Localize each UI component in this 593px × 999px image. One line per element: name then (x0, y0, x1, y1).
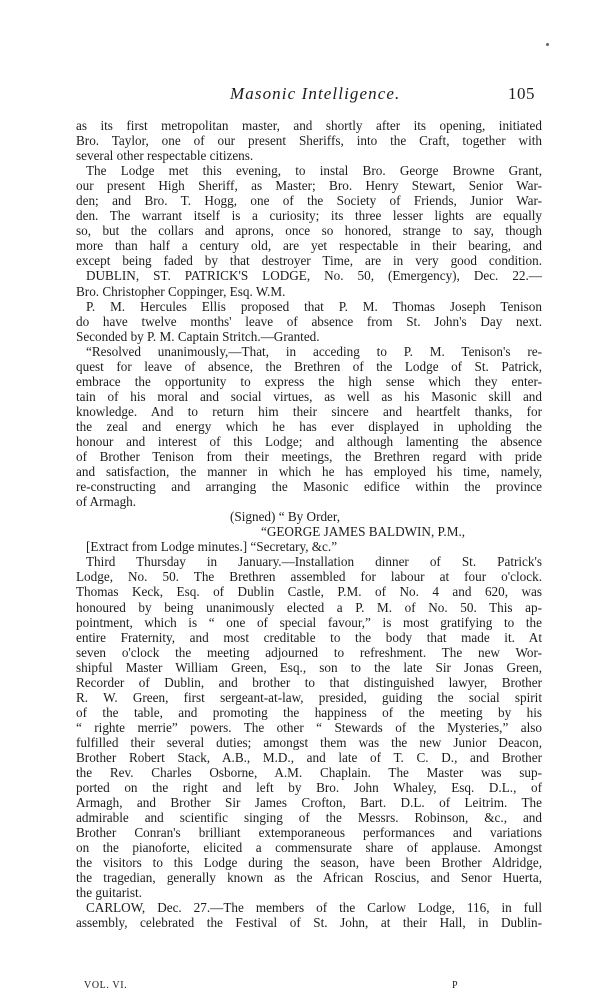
text-line: as its first metropolitan master, and shortly after its opening, initiated (76, 118, 542, 133)
text-line: Third Thursday in January.—Installation dinner of St. Patrick's (86, 554, 542, 570)
text-line: Seconded by P. M. Captain Stritch.—Granted. (76, 328, 320, 344)
text-line: shipful Master William Green, Esq., son to the late Sir Jonas Green, (76, 659, 542, 675)
text-line: Thomas Keck, Esq. of Dublin Castle, P.M. of No. 4 and 620, was (76, 584, 542, 600)
volume-label: VOL. VI. (84, 980, 128, 991)
text-line: P. M. Hercules Ellis proposed that P. M. Thomas Joseph Tenison (86, 298, 542, 314)
text-line: CARLOW, Dec. 27.—The members of the Carlow Lodge, 116, in full (86, 900, 542, 916)
text-line: tain of his moral and social virtues, as well as his Masonic skill and (76, 388, 542, 404)
signature-line: “GEORGE JAMES BALDWIN, P.M., (261, 524, 466, 540)
text-line: the zeal and energy which he has ever displayed in upholding the (76, 418, 542, 434)
text-line: The Lodge met this evening, to instal Bro. George Browne Grant, (86, 163, 542, 179)
text-line: Bro. Taylor, one of our present Sheriffs, into the Craft, together with (76, 133, 542, 149)
text-line: quest for leave of absence, the Brethren of the Lodge of St. Patrick, (76, 358, 542, 374)
text-line: do have twelve months' leave of absence from St. John's Day next. (76, 313, 542, 329)
text-line: re-constructing and arranging the Masonic edifice within the province (76, 479, 542, 495)
text-line: Lodge, No. 50. The Brethren assembled for labour at four o'clock. (76, 569, 542, 585)
text-line: fulfilled their several duties; amongst them was the new Junior Deacon, (76, 734, 542, 750)
text-line: the tragedian, generally known as the African Roscius, and Senor Huerta, (76, 870, 542, 886)
text-line: the guitarist. (76, 885, 142, 901)
text-line: Bro. Christopher Coppinger, Esq. W.M. (76, 283, 286, 299)
text-line: R. W. Green, first sergeant-at-law, presided, guiding the social spirit (76, 689, 542, 705)
text-line: except being faded by that destroyer Time, are in very good condition. (76, 253, 542, 269)
text-line: on the pianoforte, elicited a commensurate share of applause. Amongst (76, 840, 542, 856)
text-line: of the table, and promoting the happiness of the meeting by his (76, 704, 542, 720)
text-line: ported on the right and left by Bro. John Whaley, Esq. D.L., of (76, 780, 542, 796)
text-line: DUBLIN, ST. PATRICK'S LODGE, No. 50, (Emergency), Dec. 22.— (86, 268, 542, 284)
text-line: several other respectable citizens. (76, 148, 254, 164)
text-line: of Brother Tenison from their meetings, the Brethren regard with pride (76, 449, 542, 465)
text-line: so, but the collars and aprons, once so honored, strange to say, though (76, 223, 542, 239)
text-line: more than half a century old, are yet respectable in their bearing, and (76, 238, 542, 254)
text-line: honoured by being unanimously elected a P. M. of No. 50. This ap- (76, 599, 542, 615)
text-line: seven o'clock the meeting adjourned to refreshment. The new Wor- (76, 644, 542, 660)
text-line: embrace the opportunity to express the high sense which they enter- (76, 373, 542, 389)
text-line: Armagh, and Brother Sir James Crofton, Bart. D.L. of Leitrim. The (76, 795, 542, 811)
text-line: den. The warrant itself is a curiosity; its three lesser lights are equally (76, 208, 542, 224)
text-line: assembly, celebrated the Festival of St. John, at their Hall, in Dublin- (76, 915, 542, 931)
signature-line: (Signed) “ By Order, (230, 509, 341, 525)
signature-mark: P (452, 980, 459, 991)
text-line: honour and interest of this Lodge; and although lamenting the absence (76, 433, 542, 449)
page-header (0, 84, 593, 108)
text-line: “ righte merrie” powers. The other “ Stewards of the Mysteries,” also (76, 719, 542, 735)
text-line: the Rev. Charles Osborne, A.M. Chaplain. The Master was sup- (76, 765, 542, 781)
body-text (76, 118, 542, 931)
speck-mark (546, 43, 549, 46)
text-line: Recorder of Dublin, and brother to that distinguished lawyer, Brother (76, 674, 542, 690)
text-line: entire Fraternity, and most creditable to the body that made it. At (76, 629, 542, 645)
page-number: 105 (508, 84, 535, 103)
page-footer (0, 980, 593, 994)
text-line: knowledge. And to return him their sincere and heartfelt thanks, for (76, 403, 542, 419)
running-head: Masonic Intelligence. (230, 84, 401, 103)
text-line: Brother Robert Stack, A.B., M.D., and late of T. C. D., and Brother (76, 749, 542, 765)
text-line: of Armagh. (76, 494, 137, 510)
text-line: pointment, which is “ one of special favour,” is most gratifying to the (76, 614, 542, 630)
text-line: admirable and scientific singing of the Messrs. Robinson, &c., and (76, 810, 542, 826)
extract-line: [Extract from Lodge minutes.] “Secretary, &c.” (86, 539, 338, 555)
text-line: the visitors to this Lodge during the season, have been Brother Aldridge, (76, 855, 542, 871)
text-line: den; and Bro. T. Hogg, one of the Society of Friends, Junior War- (76, 193, 542, 209)
text-line: “Resolved unanimously,—That, in acceding to P. M. Tenison's re- (86, 343, 542, 359)
text-line: and satisfaction, the manner in which he has employed his time, namely, (76, 464, 542, 480)
text-line: Brother Conran's brilliant extemporaneous performances and variations (76, 825, 542, 841)
text-line: our present High Sheriff, as Master; Bro. Henry Stewart, Senior War- (76, 178, 542, 194)
